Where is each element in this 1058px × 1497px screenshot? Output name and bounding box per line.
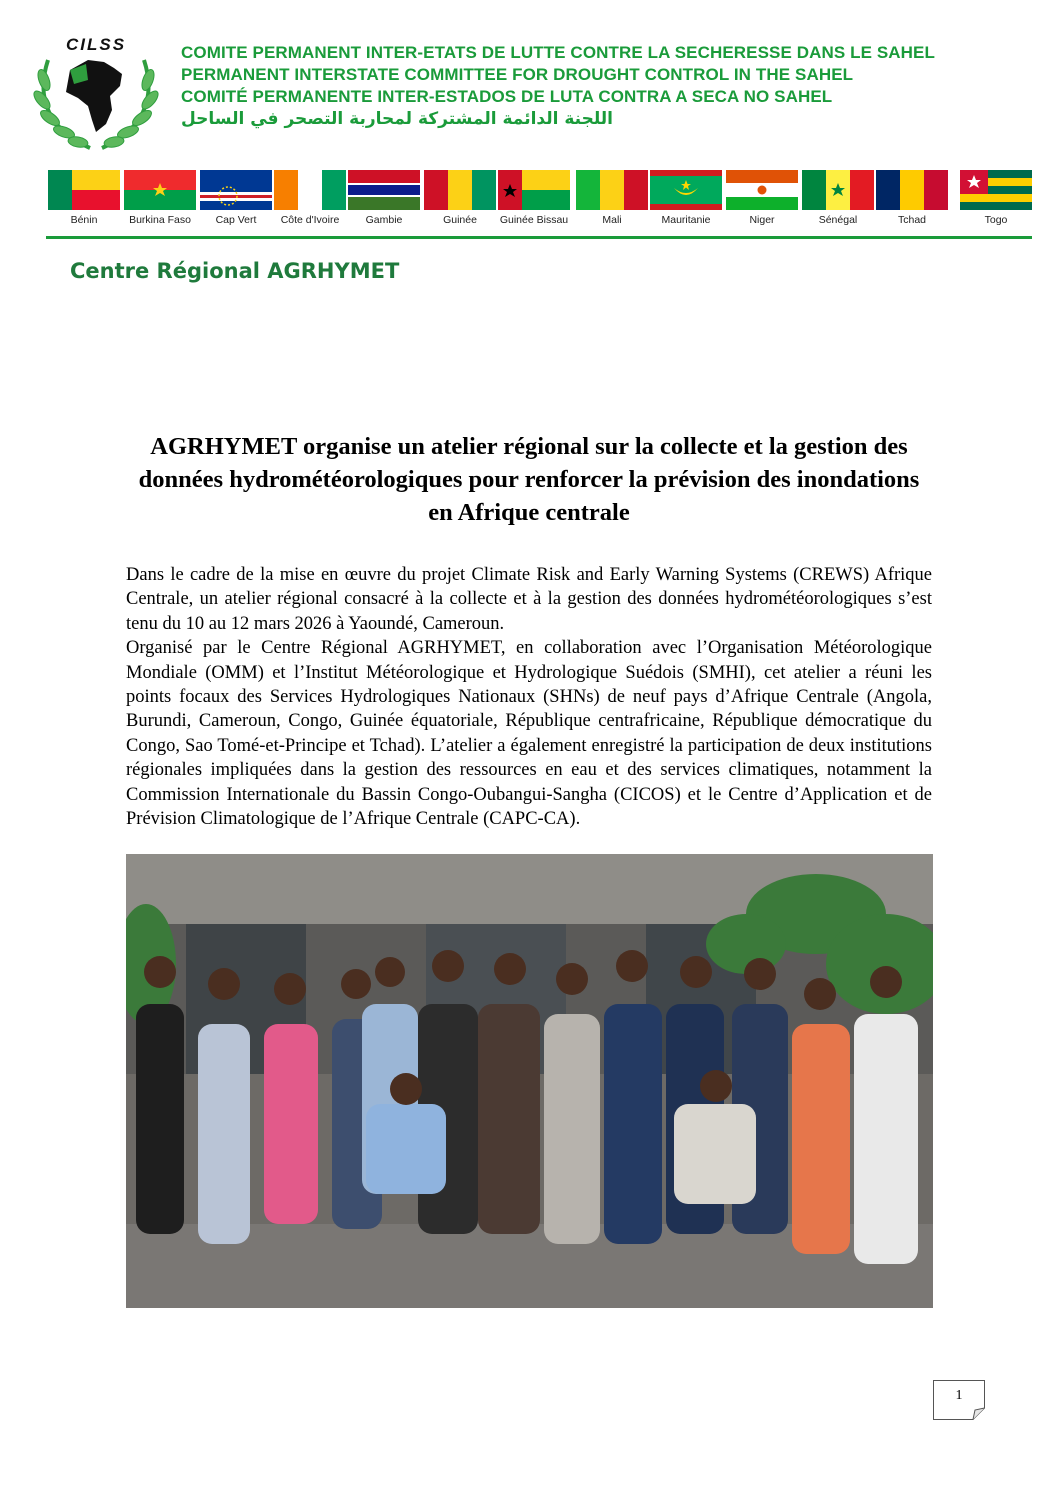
- page-number-value: 1: [955, 1388, 963, 1403]
- flag-cap-vert: [200, 164, 272, 228]
- group-photo: [126, 854, 933, 1308]
- flag-label: Tchad: [897, 214, 927, 226]
- flag-togo: [960, 164, 1032, 228]
- header-divider: [46, 236, 1032, 239]
- article-body: [126, 563, 932, 831]
- flag-label: Togo: [984, 214, 1008, 226]
- flag-label: Guinée: [443, 214, 477, 226]
- flag-cote-divoire: [274, 164, 346, 228]
- flag-label: Mauritanie: [661, 214, 711, 226]
- logo-text: CILSS: [65, 35, 127, 54]
- cilss-logo: [30, 30, 162, 158]
- member-flags: [46, 164, 1036, 234]
- flag-burkina-faso: [124, 164, 196, 228]
- header-titles: [181, 42, 1011, 130]
- flag-label: Mali: [602, 214, 622, 226]
- article-paragraph: Dans le cadre de la mise en œuvre du projet Climate Risk and Early Warning Systems (CREWS) Afrique Centrale, un atelier régional consacré à la collecte et à la gestion des données hydrométéorologiques s’est tenu du 10 au 12 mars 2026 à Yaoundé, Cameroun.: [126, 565, 932, 634]
- header-line-arabic: اللجنة الدائمة المشتركة لمحاربة التصحر في الساحل: [181, 109, 613, 129]
- flag-mali: [576, 164, 648, 228]
- flag-tchad: [876, 164, 948, 228]
- flag-label: Burkina Faso: [129, 214, 191, 226]
- centre-label: Centre Régional AGRHYMET: [70, 259, 400, 283]
- article-paragraph: Organisé par le Centre Régional AGRHYMET, en collaboration avec l’Organisation Météorologique Mondiale (OMM) et l’Institut Météorologique et Hydrologique Suédois (SMHI), cet atelier a réuni les points focaux des Services Hydrologiques Nationaux (SHNs) de neuf pays d’Afrique Centrale (Angola, Burundi, Cameroun, Congo, Guinée équatoriale, République centrafricaine, République démocratique du Congo, Sao Tomé-et-Principe et Tchad). L’atelier a également enregistré la participation de deux institutions régionales impliquées dans la gestion des ressources en eau et des services climatiques, notamment la Commission Internationale du Bassin Congo-Oubangui-Sangha (CICOS) et le Centre d’Application et de Prévision Climatologique de l’Afrique Centrale (CAPC-CA).: [126, 638, 932, 830]
- flag-guinee: [424, 164, 496, 228]
- flag-guinee-bissau: [498, 164, 570, 228]
- flag-label: Gambie: [365, 214, 403, 226]
- flag-label: Niger: [749, 214, 775, 226]
- flag-label: Cap Vert: [215, 214, 257, 226]
- flag-label: Côte d'Ivoire: [280, 214, 340, 226]
- flag-benin: [48, 164, 120, 228]
- header-line-portuguese: COMITÉ PERMANENTE INTER-ESTADOS DE LUTA CONTRA A SECA NO SAHEL: [181, 87, 833, 106]
- page-number: [933, 1380, 985, 1420]
- flag-label: Bénin: [70, 214, 98, 226]
- header-line-french: COMITE PERMANENT INTER-ETATS DE LUTTE CONTRE LA SECHERESSE DANS LE SAHEL: [181, 43, 935, 62]
- flag-niger: [726, 164, 798, 228]
- flag-senegal: [802, 164, 874, 228]
- flag-gambie: [348, 164, 420, 228]
- flag-label: Sénégal: [818, 214, 858, 226]
- header-line-english: PERMANENT INTERSTATE COMMITTEE FOR DROUGHT CONTROL IN THE SAHEL: [181, 65, 854, 84]
- flag-mauritanie: [650, 164, 722, 228]
- flag-label: Guinée Bissau: [499, 214, 569, 226]
- article-title: AGRHYMET organise un atelier régional sur la collecte et la gestion des données hydrométéorologiques pour renforcer la prévision des inondations en Afrique centrale: [138, 433, 920, 526]
